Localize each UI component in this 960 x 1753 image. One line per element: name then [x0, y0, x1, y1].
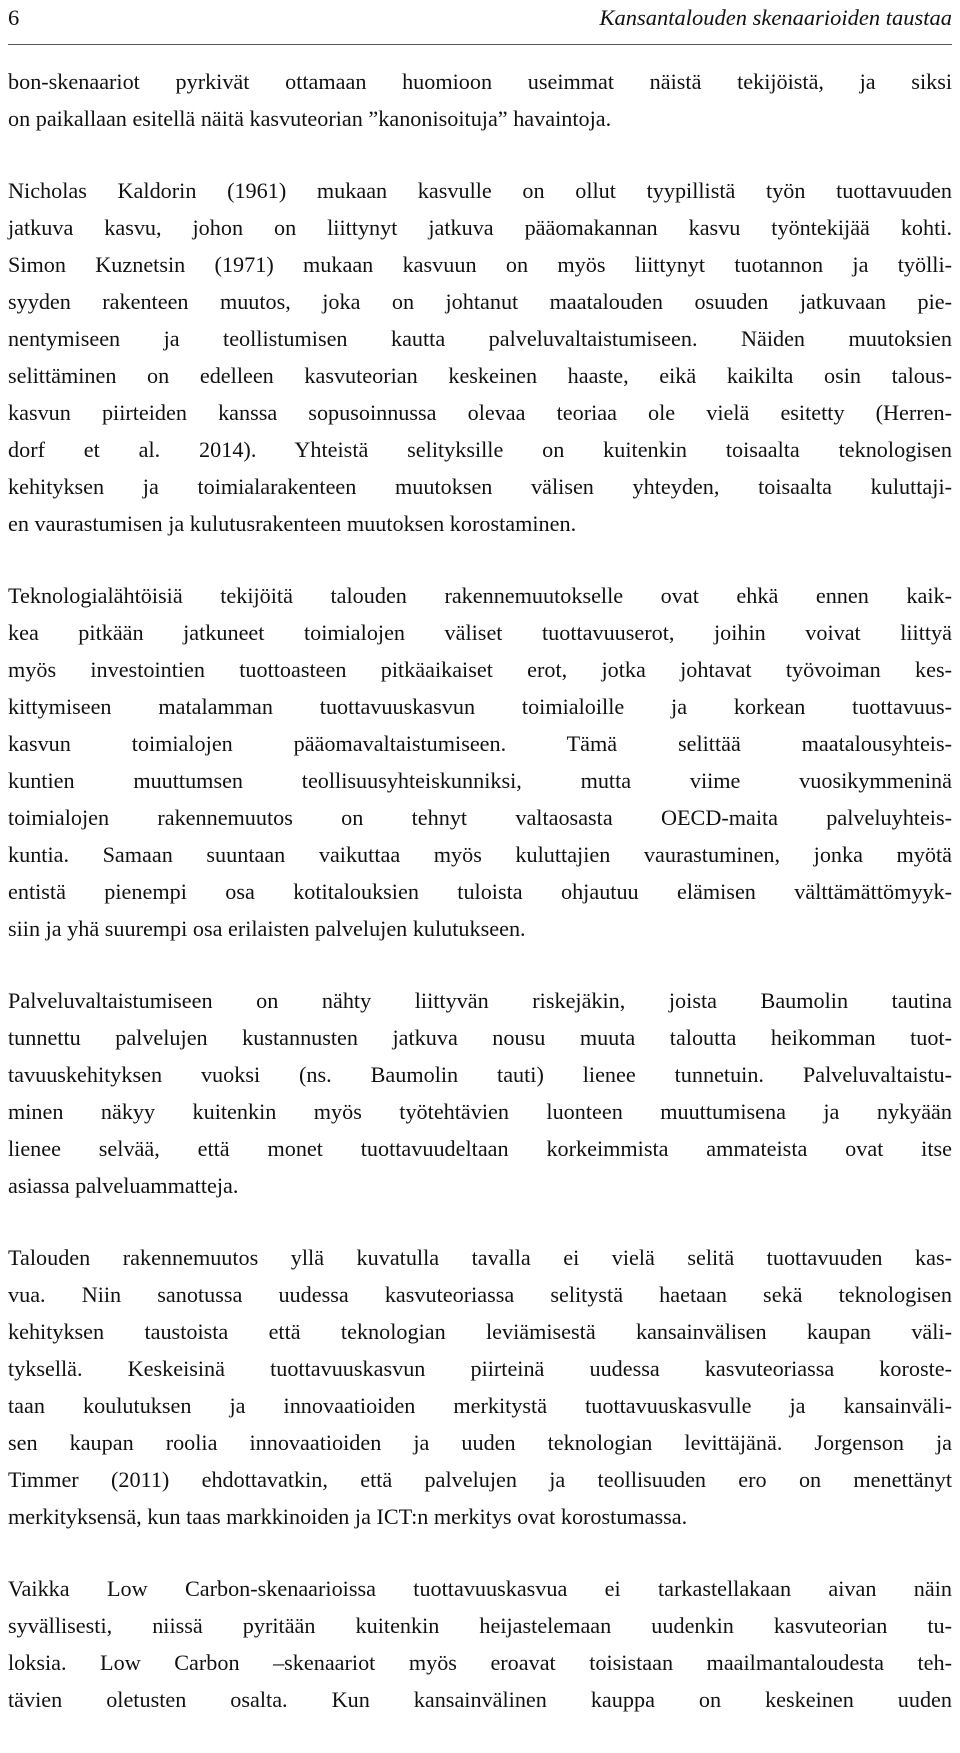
text-line: kasvun toimialojen pääomavaltaistumiseen. Tämä selittää maatalousyhteis-: [8, 731, 952, 756]
text-line: asiassa palveluammatteja.: [8, 1173, 239, 1198]
text-line: en vaurastumisen ja kulutusrakenteen muutoksen korostaminen.: [8, 511, 577, 536]
text-line: bon-skenaariot pyrkivät ottamaan huomioon useimmat näistä tekijöistä, ja siksi: [8, 69, 952, 94]
text-line: selittäminen on edelleen kasvuteorian keskeinen haaste, eikä kaikilta osin talous-: [8, 363, 952, 388]
paragraph: [8, 1570, 952, 1718]
text-line: jatkuva kasvu, johon on liittynyt jatkuva pääomakannan kasvu työntekijää kohti.: [8, 215, 952, 240]
text-line: nentymiseen ja teollistumisen kautta palveluvaltaistumiseen. Näiden muutoksien: [8, 326, 952, 351]
text-line: kuntia. Samaan suuntaan vaikuttaa myös kuluttajien vaurastuminen, jonka myötä: [8, 842, 952, 867]
text-line: Vaikka Low Carbon-skenaarioissa tuottavuuskasvua ei tarkastellakaan aivan näin: [8, 1576, 952, 1601]
paragraph: [8, 63, 952, 137]
text-line: Palveluvaltaistumiseen on nähty liittyvän riskejäkin, joista Baumolin tautina: [8, 988, 952, 1013]
running-header: [8, 0, 952, 36]
text-line: lienee selvää, että monet tuottavuudeltaan korkeimmista ammateista ovat itse: [8, 1136, 952, 1161]
paragraph: [8, 982, 952, 1204]
text-line: kasvun piirteiden kanssa sopusoinnussa olevaa teoriaa ole vielä esitetty (Herren-: [8, 400, 952, 425]
text-line: Simon Kuznetsin (1971) mukaan kasvuun on myös liittynyt tuotannon ja työlli-: [8, 252, 952, 277]
paragraph: [8, 1239, 952, 1535]
text-line: Nicholas Kaldorin (1961) mukaan kasvulle on ollut tyypillistä työn tuottavuuden: [8, 178, 952, 203]
text-line: tunnettu palvelujen kustannusten jatkuva nousu muuta taloutta heikomman tuot-: [8, 1025, 952, 1050]
text-line: syvällisesti, niissä pyritään kuitenkin heijastelemaan uudenkin kasvuteorian tu-: [8, 1613, 952, 1638]
paragraph: [8, 577, 952, 947]
text-line: tävien oletusten osalta. Kun kansainvälinen kauppa on keskeinen uuden: [8, 1687, 952, 1712]
text-line: Timmer (2011) ehdottavatkin, että palvelujen ja teollisuuden ero on menettänyt: [8, 1467, 952, 1492]
text-line: kehityksen ja toimialarakenteen muutoksen välisen yhteyden, toisaalta kuluttaji-: [8, 474, 952, 499]
text-line: kea pitkään jatkuneet toimialojen väliset tuottavuuserot, joihin voivat liittyä: [8, 620, 952, 645]
text-line: entistä pienempi osa kotitalouksien tuloista ohjautuu elämisen välttämättömyyk-: [8, 879, 952, 904]
text-line: dorf et al. 2014). Yhteistä selityksille on kuitenkin toisaalta teknologisen: [8, 437, 952, 462]
page-number: 6: [8, 5, 20, 30]
text-line: merkityksensä, kun taas markkinoiden ja ICT:n merkitys ovat korostumassa.: [8, 1504, 688, 1529]
header-divider: [8, 44, 952, 45]
text-line: kittymiseen matalamman tuottavuuskasvun toimialoille ja korkean tuottavuus-: [8, 694, 952, 719]
text-line: syyden rakenteen muutos, joka on johtanut maatalouden osuuden jatkuvaan pie-: [8, 289, 952, 314]
text-line: vua. Niin sanotussa uudessa kasvuteoriassa selitystä haetaan sekä teknologisen: [8, 1282, 952, 1307]
text-line: siin ja yhä suurempi osa erilaisten palvelujen kulutukseen.: [8, 916, 526, 941]
text-line: kuntien muuttumsen teollisuusyhteiskunniksi, mutta viime vuosikymmeninä: [8, 768, 952, 793]
text-line: myös investointien tuottoasteen pitkäaikaiset erot, jotka johtavat työvoiman kes-: [8, 657, 952, 682]
running-header-title: Kansantalouden skenaarioiden taustaa: [599, 5, 952, 30]
text-line: minen näkyy kuitenkin myös työtehtävien luonteen muuttumisena ja nykyään: [8, 1099, 952, 1124]
text-line: tyksellä. Keskeisinä tuottavuuskasvun piirteinä uudessa kasvuteoriassa koroste-: [8, 1356, 952, 1381]
text-line: on paikallaan esitellä näitä kasvuteorian ”kanonisoituja” havaintoja.: [8, 106, 612, 131]
text-line: Talouden rakennemuutos yllä kuvatulla tavalla ei vielä selitä tuottavuuden kas-: [8, 1245, 952, 1270]
paragraph: [8, 172, 952, 542]
body-text: [8, 63, 952, 1753]
text-line: taan koulutuksen ja innovaatioiden merkitystä tuottavuuskasvulle ja kansainväli-: [8, 1393, 952, 1418]
text-line: loksia. Low Carbon –skenaariot myös eroavat toisistaan maailmantaloudesta teh-: [8, 1650, 952, 1675]
text-line: Teknologialähtöisiä tekijöitä talouden rakennemuutokselle ovat ehkä ennen kaik-: [8, 583, 952, 608]
text-line: kehityksen taustoista että teknologian leviämisestä kansainvälisen kaupan väli-: [8, 1319, 952, 1344]
text-line: tavuuskehityksen vuoksi (ns. Baumolin tauti) lienee tunnetuin. Palveluvaltaistu-: [8, 1062, 952, 1087]
text-line: toimialojen rakennemuutos on tehnyt valtaosasta OECD-maita palveluyhteis-: [8, 805, 952, 830]
text-line: sen kaupan roolia innovaatioiden ja uuden teknologian levittäjänä. Jorgenson ja: [8, 1430, 952, 1455]
